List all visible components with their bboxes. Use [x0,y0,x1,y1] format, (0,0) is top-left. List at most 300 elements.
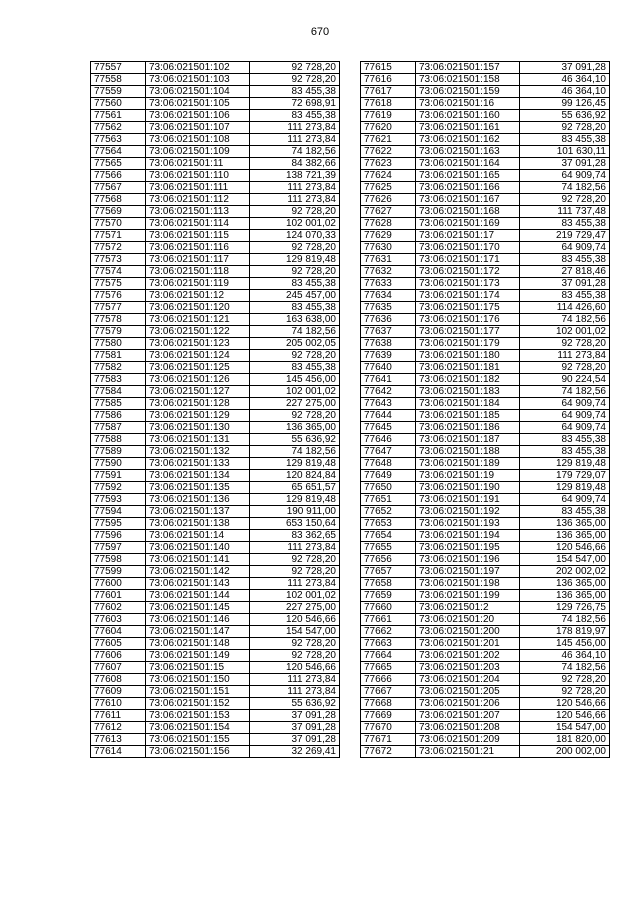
row-number-cell: 77656 [361,554,416,566]
value-cell: 74 182,56 [250,326,340,338]
row-number-cell: 77584 [91,386,146,398]
value-cell: 37 091,28 [520,62,610,74]
row-number-cell: 77652 [361,506,416,518]
table-row [91,746,340,758]
table-row [91,62,340,74]
table-row [361,194,610,206]
value-cell: 129 819,48 [250,458,340,470]
row-number-cell: 77657 [361,566,416,578]
cadastral-number-cell: 73:06:021501:204 [416,674,520,686]
value-cell: 74 182,56 [250,446,340,458]
row-number-cell: 77595 [91,518,146,530]
row-number-cell: 77612 [91,722,146,734]
value-cell: 120 824,84 [250,470,340,482]
cadastral-number-cell: 73:06:021501:120 [146,302,250,314]
value-cell: 179 729,07 [520,470,610,482]
value-cell: 111 273,84 [250,674,340,686]
value-cell: 65 651,57 [250,482,340,494]
value-cell: 83 455,38 [520,506,610,518]
cadastral-number-cell: 73:06:021501:125 [146,362,250,374]
cadastral-number-cell: 73:06:021501:180 [416,350,520,362]
table-row [91,158,340,170]
table-row [361,398,610,410]
cadastral-number-cell: 73:06:021501:150 [146,674,250,686]
cadastral-number-cell: 73:06:021501:117 [146,254,250,266]
row-number-cell: 77651 [361,494,416,506]
value-cell: 92 728,20 [250,350,340,362]
row-number-cell: 77611 [91,710,146,722]
cadastral-number-cell: 73:06:021501:167 [416,194,520,206]
value-cell: 92 728,20 [250,206,340,218]
cadastral-number-cell: 73:06:021501:21 [416,746,520,758]
row-number-cell: 77565 [91,158,146,170]
value-cell: 181 820,00 [520,734,610,746]
table-row [361,710,610,722]
value-cell: 83 455,38 [520,446,610,458]
cadastral-number-cell: 73:06:021501:173 [416,278,520,290]
cadastral-number-cell: 73:06:021501:114 [146,218,250,230]
value-cell: 154 547,00 [250,626,340,638]
row-number-cell: 77600 [91,578,146,590]
table-row [91,74,340,86]
cadastral-number-cell: 73:06:021501:115 [146,230,250,242]
value-cell: 129 819,48 [250,494,340,506]
row-number-cell: 77639 [361,350,416,362]
table-row [91,710,340,722]
table-row [361,434,610,446]
table-row [361,362,610,374]
cadastral-number-cell: 73:06:021501:169 [416,218,520,230]
registry-table-right [360,61,610,758]
value-cell: 120 546,66 [250,662,340,674]
cadastral-number-cell: 73:06:021501:171 [416,254,520,266]
row-number-cell: 77574 [91,266,146,278]
value-cell: 102 001,02 [250,590,340,602]
registry-table-left [90,61,340,758]
cadastral-number-cell: 73:06:021501:138 [146,518,250,530]
value-cell: 37 091,28 [520,158,610,170]
cadastral-number-cell: 73:06:021501:130 [146,422,250,434]
value-cell: 55 636,92 [520,110,610,122]
cadastral-number-cell: 73:06:021501:19 [416,470,520,482]
row-number-cell: 77579 [91,326,146,338]
cadastral-number-cell: 73:06:021501:136 [146,494,250,506]
row-number-cell: 77644 [361,410,416,422]
cadastral-number-cell: 73:06:021501:111 [146,182,250,194]
value-cell: 83 455,38 [520,134,610,146]
row-number-cell: 77616 [361,74,416,86]
cadastral-number-cell: 73:06:021501:170 [416,242,520,254]
row-number-cell: 77623 [361,158,416,170]
table-row [91,662,340,674]
cadastral-number-cell: 73:06:021501:181 [416,362,520,374]
value-cell: 83 455,38 [250,302,340,314]
table-row [91,206,340,218]
row-number-cell: 77646 [361,434,416,446]
cadastral-number-cell: 73:06:021501:185 [416,410,520,422]
table-row [361,590,610,602]
table-row [361,470,610,482]
cadastral-number-cell: 73:06:021501:16 [416,98,520,110]
value-cell: 83 455,38 [520,434,610,446]
table-row [91,638,340,650]
cadastral-number-cell: 73:06:021501:131 [146,434,250,446]
cadastral-number-cell: 73:06:021501:17 [416,230,520,242]
cadastral-number-cell: 73:06:021501:121 [146,314,250,326]
row-number-cell: 77665 [361,662,416,674]
row-number-cell: 77647 [361,446,416,458]
cadastral-number-cell: 73:06:021501:160 [416,110,520,122]
table-row [91,698,340,710]
value-cell: 92 728,20 [520,362,610,374]
row-number-cell: 77590 [91,458,146,470]
cadastral-number-cell: 73:06:021501:108 [146,134,250,146]
table-row [361,578,610,590]
value-cell: 74 182,56 [520,386,610,398]
value-cell: 111 273,84 [250,134,340,146]
row-number-cell: 77594 [91,506,146,518]
table-row [361,614,610,626]
cadastral-number-cell: 73:06:021501:105 [146,98,250,110]
value-cell: 102 001,02 [520,326,610,338]
cadastral-number-cell: 73:06:021501:199 [416,590,520,602]
row-number-cell: 77660 [361,602,416,614]
table-row [361,746,610,758]
value-cell: 92 728,20 [250,554,340,566]
table-row [361,638,610,650]
cadastral-number-cell: 73:06:021501:201 [416,638,520,650]
cadastral-number-cell: 73:06:021501:186 [416,422,520,434]
value-cell: 83 455,38 [250,110,340,122]
row-number-cell: 77671 [361,734,416,746]
value-cell: 129 819,48 [520,482,610,494]
cadastral-number-cell: 73:06:021501:106 [146,110,250,122]
cadastral-number-cell: 73:06:021501:164 [416,158,520,170]
table-row [91,434,340,446]
cadastral-number-cell: 73:06:021501:206 [416,698,520,710]
row-number-cell: 77601 [91,590,146,602]
value-cell: 92 728,20 [250,242,340,254]
row-number-cell: 77586 [91,410,146,422]
cadastral-number-cell: 73:06:021501:137 [146,506,250,518]
value-cell: 653 150,64 [250,518,340,530]
value-cell: 72 698,91 [250,98,340,110]
cadastral-number-cell: 73:06:021501:116 [146,242,250,254]
row-number-cell: 77621 [361,134,416,146]
value-cell: 83 362,65 [250,530,340,542]
cadastral-number-cell: 73:06:021501:188 [416,446,520,458]
cadastral-number-cell: 73:06:021501:196 [416,554,520,566]
cadastral-number-cell: 73:06:021501:155 [146,734,250,746]
cadastral-number-cell: 73:06:021501:174 [416,290,520,302]
value-cell: 32 269,41 [250,746,340,758]
row-number-cell: 77635 [361,302,416,314]
row-number-cell: 77658 [361,578,416,590]
cadastral-number-cell: 73:06:021501:197 [416,566,520,578]
table-row [361,566,610,578]
row-number-cell: 77564 [91,146,146,158]
cadastral-number-cell: 73:06:021501:144 [146,590,250,602]
table-row [361,458,610,470]
cadastral-number-cell: 73:06:021501:128 [146,398,250,410]
table-row [361,722,610,734]
cadastral-number-cell: 73:06:021501:104 [146,86,250,98]
cadastral-number-cell: 73:06:021501:147 [146,626,250,638]
table-row [361,698,610,710]
cadastral-number-cell: 73:06:021501:2 [416,602,520,614]
row-number-cell: 77568 [91,194,146,206]
value-cell: 64 909,74 [520,494,610,506]
value-cell: 74 182,56 [520,662,610,674]
value-cell: 83 455,38 [520,290,610,302]
cadastral-number-cell: 73:06:021501:175 [416,302,520,314]
table-row [91,458,340,470]
cadastral-number-cell: 73:06:021501:110 [146,170,250,182]
row-number-cell: 77598 [91,554,146,566]
table-row [361,74,610,86]
row-number-cell: 77583 [91,374,146,386]
table-row [361,134,610,146]
value-cell: 154 547,00 [520,722,610,734]
value-cell: 99 126,45 [520,98,610,110]
cadastral-number-cell: 73:06:021501:189 [416,458,520,470]
table-row [91,278,340,290]
table-row [91,122,340,134]
table-row [91,134,340,146]
row-number-cell: 77640 [361,362,416,374]
table-row [91,362,340,374]
table-row [91,650,340,662]
table-row [91,374,340,386]
cadastral-number-cell: 73:06:021501:156 [146,746,250,758]
row-number-cell: 77558 [91,74,146,86]
table-row [91,530,340,542]
cadastral-number-cell: 73:06:021501:12 [146,290,250,302]
value-cell: 102 001,02 [250,218,340,230]
value-cell: 163 638,00 [250,314,340,326]
value-cell: 37 091,28 [250,734,340,746]
value-cell: 46 364,10 [520,86,610,98]
cadastral-number-cell: 73:06:021501:179 [416,338,520,350]
table-row [361,686,610,698]
table-row [361,650,610,662]
table-row [361,506,610,518]
table-row [91,410,340,422]
row-number-cell: 77563 [91,134,146,146]
table-row [91,470,340,482]
row-number-cell: 77664 [361,650,416,662]
value-cell: 136 365,00 [520,578,610,590]
table-row [361,338,610,350]
value-cell: 92 728,20 [520,674,610,686]
cadastral-number-cell: 73:06:021501:103 [146,74,250,86]
table-row [91,86,340,98]
value-cell: 83 455,38 [250,86,340,98]
table-row [91,350,340,362]
table-row [361,230,610,242]
value-cell: 120 546,66 [250,614,340,626]
value-cell: 202 002,02 [520,566,610,578]
cadastral-number-cell: 73:06:021501:184 [416,398,520,410]
cadastral-number-cell: 73:06:021501:193 [416,518,520,530]
table-row [91,398,340,410]
row-number-cell: 77571 [91,230,146,242]
row-number-cell: 77666 [361,674,416,686]
value-cell: 64 909,74 [520,242,610,254]
table-row [361,494,610,506]
cadastral-number-cell: 73:06:021501:126 [146,374,250,386]
value-cell: 27 818,46 [520,266,610,278]
row-number-cell: 77653 [361,518,416,530]
table-row [361,242,610,254]
cadastral-number-cell: 73:06:021501:132 [146,446,250,458]
cadastral-number-cell: 73:06:021501:134 [146,470,250,482]
table-row [361,386,610,398]
table-row [91,626,340,638]
row-number-cell: 77648 [361,458,416,470]
table-row [361,278,610,290]
row-number-cell: 77615 [361,62,416,74]
cadastral-number-cell: 73:06:021501:172 [416,266,520,278]
value-cell: 83 455,38 [520,218,610,230]
row-number-cell: 77626 [361,194,416,206]
cadastral-number-cell: 73:06:021501:109 [146,146,250,158]
row-number-cell: 77627 [361,206,416,218]
row-number-cell: 77663 [361,638,416,650]
row-number-cell: 77614 [91,746,146,758]
row-number-cell: 77636 [361,314,416,326]
table-row [91,98,340,110]
value-cell: 92 728,20 [250,410,340,422]
value-cell: 74 182,56 [520,182,610,194]
cadastral-number-cell: 73:06:021501:141 [146,554,250,566]
table-row [361,110,610,122]
row-number-cell: 77655 [361,542,416,554]
table-row [361,482,610,494]
value-cell: 136 365,00 [520,530,610,542]
row-number-cell: 77609 [91,686,146,698]
table-row [91,578,340,590]
cadastral-number-cell: 73:06:021501:11 [146,158,250,170]
value-cell: 92 728,20 [520,194,610,206]
cadastral-number-cell: 73:06:021501:190 [416,482,520,494]
value-cell: 64 909,74 [520,410,610,422]
row-number-cell: 77603 [91,614,146,626]
table-row [91,266,340,278]
row-number-cell: 77629 [361,230,416,242]
table-row [361,170,610,182]
row-number-cell: 77570 [91,218,146,230]
table-row [361,734,610,746]
cadastral-number-cell: 73:06:021501:133 [146,458,250,470]
table-row [361,530,610,542]
cadastral-number-cell: 73:06:021501:205 [416,686,520,698]
value-cell: 46 364,10 [520,650,610,662]
row-number-cell: 77670 [361,722,416,734]
value-cell: 120 546,66 [520,542,610,554]
value-cell: 101 630,11 [520,146,610,158]
value-cell: 92 728,20 [250,638,340,650]
value-cell: 84 382,66 [250,158,340,170]
table-row [361,266,610,278]
row-number-cell: 77661 [361,614,416,626]
cadastral-number-cell: 73:06:021501:142 [146,566,250,578]
cadastral-number-cell: 73:06:021501:145 [146,602,250,614]
value-cell: 92 728,20 [520,338,610,350]
value-cell: 200 002,00 [520,746,610,758]
table-row [361,86,610,98]
table-row [361,410,610,422]
value-cell: 92 728,20 [250,566,340,578]
row-number-cell: 77619 [361,110,416,122]
row-number-cell: 77617 [361,86,416,98]
row-number-cell: 77593 [91,494,146,506]
table-row [361,122,610,134]
row-number-cell: 77575 [91,278,146,290]
table-row [91,494,340,506]
value-cell: 111 273,84 [250,542,340,554]
table-row [91,446,340,458]
row-number-cell: 77625 [361,182,416,194]
value-cell: 145 456,00 [520,638,610,650]
row-number-cell: 77559 [91,86,146,98]
cadastral-number-cell: 73:06:021501:158 [416,74,520,86]
cadastral-number-cell: 73:06:021501:182 [416,374,520,386]
table-row [361,314,610,326]
cadastral-number-cell: 73:06:021501:102 [146,62,250,74]
table-row [91,254,340,266]
table-row [91,674,340,686]
row-number-cell: 77618 [361,98,416,110]
cadastral-number-cell: 73:06:021501:140 [146,542,250,554]
value-cell: 145 456,00 [250,374,340,386]
table-row [91,422,340,434]
table-row [361,422,610,434]
cadastral-number-cell: 73:06:021501:124 [146,350,250,362]
row-number-cell: 77633 [361,278,416,290]
page-number: 670 [310,26,330,38]
cadastral-number-cell: 73:06:021501:187 [416,434,520,446]
value-cell: 92 728,20 [520,122,610,134]
row-number-cell: 77634 [361,290,416,302]
cadastral-number-cell: 73:06:021501:146 [146,614,250,626]
table-row [91,554,340,566]
value-cell: 136 365,00 [250,422,340,434]
cadastral-number-cell: 73:06:021501:162 [416,134,520,146]
cadastral-number-cell: 73:06:021501:15 [146,662,250,674]
row-number-cell: 77561 [91,110,146,122]
cadastral-number-cell: 73:06:021501:200 [416,626,520,638]
table-row [91,194,340,206]
row-number-cell: 77608 [91,674,146,686]
table-row [91,242,340,254]
cadastral-number-cell: 73:06:021501:152 [146,698,250,710]
value-cell: 111 273,84 [250,122,340,134]
value-cell: 219 729,47 [520,230,610,242]
row-number-cell: 77582 [91,362,146,374]
row-number-cell: 77642 [361,386,416,398]
value-cell: 111 273,84 [250,686,340,698]
row-number-cell: 77599 [91,566,146,578]
row-number-cell: 77649 [361,470,416,482]
row-number-cell: 77620 [361,122,416,134]
cadastral-number-cell: 73:06:021501:113 [146,206,250,218]
table-row [91,170,340,182]
value-cell: 92 728,20 [250,74,340,86]
table-row [91,518,340,530]
row-number-cell: 77672 [361,746,416,758]
table-row [91,110,340,122]
